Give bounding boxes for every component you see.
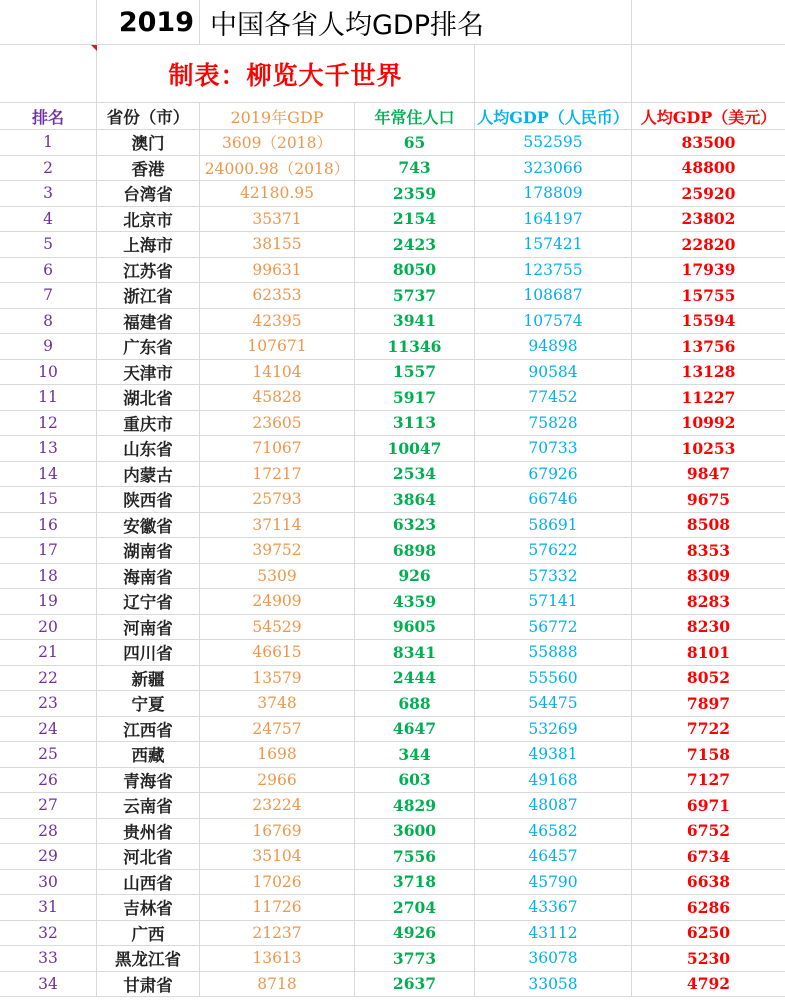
rank-cell: 30 (0, 870, 97, 896)
rank-cell: 32 (0, 921, 97, 947)
population-cell: 688 (355, 691, 475, 717)
per-capita-cny-cell: 58691 (475, 513, 632, 539)
province-cell: 海南省 (97, 564, 200, 590)
per-capita-cny-cell: 49168 (475, 768, 632, 794)
per-capita-usd-cell: 7722 (632, 717, 785, 743)
per-capita-usd-cell: 6286 (632, 895, 785, 921)
population-cell: 3718 (355, 870, 475, 896)
rank-cell: 18 (0, 564, 97, 590)
empty-cell (475, 45, 632, 103)
population-cell: 5917 (355, 385, 475, 411)
rank-cell: 11 (0, 385, 97, 411)
table-row (0, 742, 785, 768)
per-capita-cny-cell: 107574 (475, 309, 632, 335)
table-row (0, 946, 785, 972)
table-row (0, 589, 785, 615)
rank-cell: 2 (0, 156, 97, 182)
population-cell: 743 (355, 156, 475, 182)
table-row (0, 309, 785, 335)
table-row (0, 462, 785, 488)
gdp-cell: 14104 (200, 360, 355, 386)
rank-cell: 12 (0, 411, 97, 437)
per-capita-cny-cell: 57622 (475, 538, 632, 564)
table-row (0, 691, 785, 717)
table-row (0, 615, 785, 641)
empty-cell (632, 0, 785, 45)
table-row (0, 666, 785, 692)
rank-cell: 23 (0, 691, 97, 717)
population-cell: 1557 (355, 360, 475, 386)
population-cell: 2154 (355, 207, 475, 233)
header-row (0, 103, 785, 130)
per-capita-cny-cell: 323066 (475, 156, 632, 182)
per-capita-usd-cell: 7158 (632, 742, 785, 768)
per-capita-cny-cell: 94898 (475, 334, 632, 360)
per-capita-cny-cell: 43367 (475, 895, 632, 921)
gdp-cell: 21237 (200, 921, 355, 947)
rank-cell: 1 (0, 130, 97, 156)
rank-cell: 25 (0, 742, 97, 768)
table-row (0, 768, 785, 794)
per-capita-usd-cell: 7127 (632, 768, 785, 794)
province-cell: 云南省 (97, 793, 200, 819)
gdp-cell: 42180.95 (200, 181, 355, 207)
population-cell: 10047 (355, 436, 475, 462)
population-cell: 3941 (355, 309, 475, 335)
header-per-capita-usd: 人均GDP（美元） (632, 103, 785, 130)
per-capita-cny-cell: 90584 (475, 360, 632, 386)
title-row (0, 0, 785, 45)
population-cell: 6898 (355, 538, 475, 564)
gdp-cell: 2966 (200, 768, 355, 794)
table-row (0, 258, 785, 284)
rank-cell: 4 (0, 207, 97, 233)
rank-cell: 28 (0, 819, 97, 845)
per-capita-usd-cell: 48800 (632, 156, 785, 182)
header-rank: 排名 (0, 103, 97, 130)
population-cell: 4647 (355, 717, 475, 743)
gdp-cell: 13579 (200, 666, 355, 692)
province-cell: 广西 (97, 921, 200, 947)
empty-cell (0, 0, 97, 45)
per-capita-usd-cell: 6734 (632, 844, 785, 870)
per-capita-cny-cell: 77452 (475, 385, 632, 411)
table-row (0, 921, 785, 947)
rank-cell: 22 (0, 666, 97, 692)
per-capita-usd-cell: 15594 (632, 309, 785, 335)
empty-cell (632, 45, 785, 103)
province-cell: 四川省 (97, 640, 200, 666)
rank-cell: 13 (0, 436, 97, 462)
gdp-cell: 107671 (200, 334, 355, 360)
province-cell: 陕西省 (97, 487, 200, 513)
per-capita-cny-cell: 108687 (475, 283, 632, 309)
per-capita-usd-cell: 6752 (632, 819, 785, 845)
table-row (0, 487, 785, 513)
population-cell: 8341 (355, 640, 475, 666)
gdp-cell: 24000.98（2018） (200, 156, 355, 182)
population-cell: 4926 (355, 921, 475, 947)
population-cell: 2637 (355, 972, 475, 998)
gdp-cell: 62353 (200, 283, 355, 309)
per-capita-usd-cell: 17939 (632, 258, 785, 284)
per-capita-usd-cell: 5230 (632, 946, 785, 972)
gdp-cell: 35104 (200, 844, 355, 870)
subtitle-cell (97, 45, 475, 103)
per-capita-cny-cell: 157421 (475, 232, 632, 258)
population-cell: 3113 (355, 411, 475, 437)
province-cell: 浙江省 (97, 283, 200, 309)
per-capita-cny-cell: 43112 (475, 921, 632, 947)
per-capita-usd-cell: 7897 (632, 691, 785, 717)
population-cell: 6323 (355, 513, 475, 539)
header-per-capita-cny: 人均GDP（人民币） (475, 103, 632, 130)
province-cell: 山东省 (97, 436, 200, 462)
per-capita-cny-cell: 53269 (475, 717, 632, 743)
gdp-cell: 45828 (200, 385, 355, 411)
table-row (0, 564, 785, 590)
table-row (0, 538, 785, 564)
province-cell: 山西省 (97, 870, 200, 896)
province-cell: 河南省 (97, 615, 200, 641)
header-gdp: 2019年GDP (200, 103, 355, 130)
gdp-cell: 99631 (200, 258, 355, 284)
per-capita-usd-cell: 13756 (632, 334, 785, 360)
province-cell: 新疆 (97, 666, 200, 692)
province-cell: 青海省 (97, 768, 200, 794)
per-capita-usd-cell: 4792 (632, 972, 785, 998)
gdp-cell: 1698 (200, 742, 355, 768)
per-capita-usd-cell: 25920 (632, 181, 785, 207)
per-capita-usd-cell: 8353 (632, 538, 785, 564)
rank-cell: 9 (0, 334, 97, 360)
rank-cell: 21 (0, 640, 97, 666)
province-cell: 北京市 (97, 207, 200, 233)
gdp-cell: 37114 (200, 513, 355, 539)
rank-cell: 15 (0, 487, 97, 513)
province-cell: 辽宁省 (97, 589, 200, 615)
province-cell: 内蒙古 (97, 462, 200, 488)
table-row (0, 334, 785, 360)
table-row (0, 870, 785, 896)
gdp-cell: 35371 (200, 207, 355, 233)
per-capita-cny-cell: 33058 (475, 972, 632, 998)
per-capita-usd-cell: 6971 (632, 793, 785, 819)
rank-cell: 8 (0, 309, 97, 335)
rank-cell: 14 (0, 462, 97, 488)
population-cell: 5737 (355, 283, 475, 309)
table-row (0, 130, 785, 156)
population-cell: 4359 (355, 589, 475, 615)
province-cell: 甘肃省 (97, 972, 200, 998)
table-row (0, 181, 785, 207)
population-cell: 2359 (355, 181, 475, 207)
province-cell: 福建省 (97, 309, 200, 335)
table-row (0, 156, 785, 182)
per-capita-usd-cell: 22820 (632, 232, 785, 258)
rank-cell: 27 (0, 793, 97, 819)
province-cell: 江苏省 (97, 258, 200, 284)
header-province: 省份（市） (97, 103, 200, 130)
per-capita-cny-cell: 36078 (475, 946, 632, 972)
province-cell: 香港 (97, 156, 200, 182)
table-row (0, 844, 785, 870)
rank-cell: 10 (0, 360, 97, 386)
population-cell: 65 (355, 130, 475, 156)
table-row (0, 283, 785, 309)
table-row (0, 411, 785, 437)
population-cell: 9605 (355, 615, 475, 641)
gdp-cell: 8718 (200, 972, 355, 998)
per-capita-usd-cell: 10992 (632, 411, 785, 437)
table-body (0, 130, 785, 997)
table-row (0, 895, 785, 921)
subtitle-row (0, 45, 785, 103)
title-year: 2019 (118, 6, 194, 38)
title-cell (200, 0, 632, 45)
table-row (0, 436, 785, 462)
gdp-cell: 17026 (200, 870, 355, 896)
per-capita-cny-cell: 49381 (475, 742, 632, 768)
population-cell: 3864 (355, 487, 475, 513)
per-capita-usd-cell: 8309 (632, 564, 785, 590)
gdp-cell: 24757 (200, 717, 355, 743)
empty-cell (0, 45, 97, 103)
per-capita-cny-cell: 75828 (475, 411, 632, 437)
gdp-cell: 17217 (200, 462, 355, 488)
table-author-credit: 制表：柳览大千世界 (168, 60, 403, 90)
gdp-cell: 39752 (200, 538, 355, 564)
province-cell: 广东省 (97, 334, 200, 360)
per-capita-cny-cell: 45790 (475, 870, 632, 896)
population-cell: 2704 (355, 895, 475, 921)
table-row (0, 640, 785, 666)
rank-cell: 26 (0, 768, 97, 794)
province-cell: 湖北省 (97, 385, 200, 411)
per-capita-cny-cell: 57332 (475, 564, 632, 590)
table-row (0, 819, 785, 845)
per-capita-cny-cell: 46582 (475, 819, 632, 845)
rank-cell: 20 (0, 615, 97, 641)
gdp-cell: 3609（2018） (200, 130, 355, 156)
rank-cell: 5 (0, 232, 97, 258)
per-capita-cny-cell: 70733 (475, 436, 632, 462)
per-capita-cny-cell: 57141 (475, 589, 632, 615)
per-capita-usd-cell: 10253 (632, 436, 785, 462)
per-capita-usd-cell: 6638 (632, 870, 785, 896)
per-capita-cny-cell: 46457 (475, 844, 632, 870)
population-cell: 3773 (355, 946, 475, 972)
table-row (0, 717, 785, 743)
population-cell: 603 (355, 768, 475, 794)
header-population: 年常住人口 (355, 103, 475, 130)
per-capita-usd-cell: 8052 (632, 666, 785, 692)
province-cell: 湖南省 (97, 538, 200, 564)
gdp-cell: 23605 (200, 411, 355, 437)
gdp-cell: 23224 (200, 793, 355, 819)
table-row (0, 232, 785, 258)
province-cell: 黑龙江省 (97, 946, 200, 972)
population-cell: 926 (355, 564, 475, 590)
rank-cell: 33 (0, 946, 97, 972)
gdp-cell: 16769 (200, 819, 355, 845)
per-capita-cny-cell: 66746 (475, 487, 632, 513)
rank-cell: 34 (0, 972, 97, 998)
per-capita-usd-cell: 9675 (632, 487, 785, 513)
per-capita-cny-cell: 164197 (475, 207, 632, 233)
province-cell: 贵州省 (97, 819, 200, 845)
gdp-cell: 24909 (200, 589, 355, 615)
province-cell: 澳门 (97, 130, 200, 156)
population-cell: 11346 (355, 334, 475, 360)
per-capita-usd-cell: 15755 (632, 283, 785, 309)
per-capita-cny-cell: 67926 (475, 462, 632, 488)
per-capita-usd-cell: 11227 (632, 385, 785, 411)
table-row (0, 972, 785, 998)
province-cell: 宁夏 (97, 691, 200, 717)
rank-cell: 29 (0, 844, 97, 870)
province-cell: 西藏 (97, 742, 200, 768)
province-cell: 吉林省 (97, 895, 200, 921)
gdp-cell: 25793 (200, 487, 355, 513)
per-capita-usd-cell: 8101 (632, 640, 785, 666)
rank-cell: 31 (0, 895, 97, 921)
per-capita-cny-cell: 552595 (475, 130, 632, 156)
gdp-cell: 46615 (200, 640, 355, 666)
per-capita-usd-cell: 8508 (632, 513, 785, 539)
population-cell: 344 (355, 742, 475, 768)
table-row (0, 207, 785, 233)
population-cell: 3600 (355, 819, 475, 845)
table-row (0, 793, 785, 819)
gdp-cell: 3748 (200, 691, 355, 717)
page-title: 中国各省人均GDP排名 (210, 9, 484, 41)
population-cell: 2444 (355, 666, 475, 692)
gdp-cell: 11726 (200, 895, 355, 921)
per-capita-cny-cell: 54475 (475, 691, 632, 717)
gdp-cell: 13613 (200, 946, 355, 972)
province-cell: 安徽省 (97, 513, 200, 539)
province-cell: 上海市 (97, 232, 200, 258)
per-capita-usd-cell: 13128 (632, 360, 785, 386)
table-row (0, 385, 785, 411)
per-capita-usd-cell: 8230 (632, 615, 785, 641)
rank-cell: 3 (0, 181, 97, 207)
gdp-cell: 38155 (200, 232, 355, 258)
gdp-cell: 5309 (200, 564, 355, 590)
gdp-cell: 71067 (200, 436, 355, 462)
rank-cell: 17 (0, 538, 97, 564)
title-year-cell (97, 0, 200, 45)
per-capita-usd-cell: 8283 (632, 589, 785, 615)
rank-cell: 7 (0, 283, 97, 309)
province-cell: 江西省 (97, 717, 200, 743)
per-capita-usd-cell: 9847 (632, 462, 785, 488)
table-row (0, 513, 785, 539)
per-capita-cny-cell: 178809 (475, 181, 632, 207)
per-capita-usd-cell: 83500 (632, 130, 785, 156)
population-cell: 2423 (355, 232, 475, 258)
province-cell: 天津市 (97, 360, 200, 386)
population-cell: 7556 (355, 844, 475, 870)
per-capita-cny-cell: 55888 (475, 640, 632, 666)
per-capita-cny-cell: 123755 (475, 258, 632, 284)
rank-cell: 16 (0, 513, 97, 539)
gdp-cell: 54529 (200, 615, 355, 641)
population-cell: 8050 (355, 258, 475, 284)
per-capita-cny-cell: 56772 (475, 615, 632, 641)
per-capita-cny-cell: 48087 (475, 793, 632, 819)
population-cell: 4829 (355, 793, 475, 819)
rank-cell: 6 (0, 258, 97, 284)
per-capita-cny-cell: 55560 (475, 666, 632, 692)
rank-cell: 24 (0, 717, 97, 743)
rank-cell: 19 (0, 589, 97, 615)
per-capita-usd-cell: 23802 (632, 207, 785, 233)
table-row (0, 360, 785, 386)
population-cell: 2534 (355, 462, 475, 488)
province-cell: 重庆市 (97, 411, 200, 437)
per-capita-usd-cell: 6250 (632, 921, 785, 947)
province-cell: 河北省 (97, 844, 200, 870)
gdp-cell: 42395 (200, 309, 355, 335)
province-cell: 台湾省 (97, 181, 200, 207)
